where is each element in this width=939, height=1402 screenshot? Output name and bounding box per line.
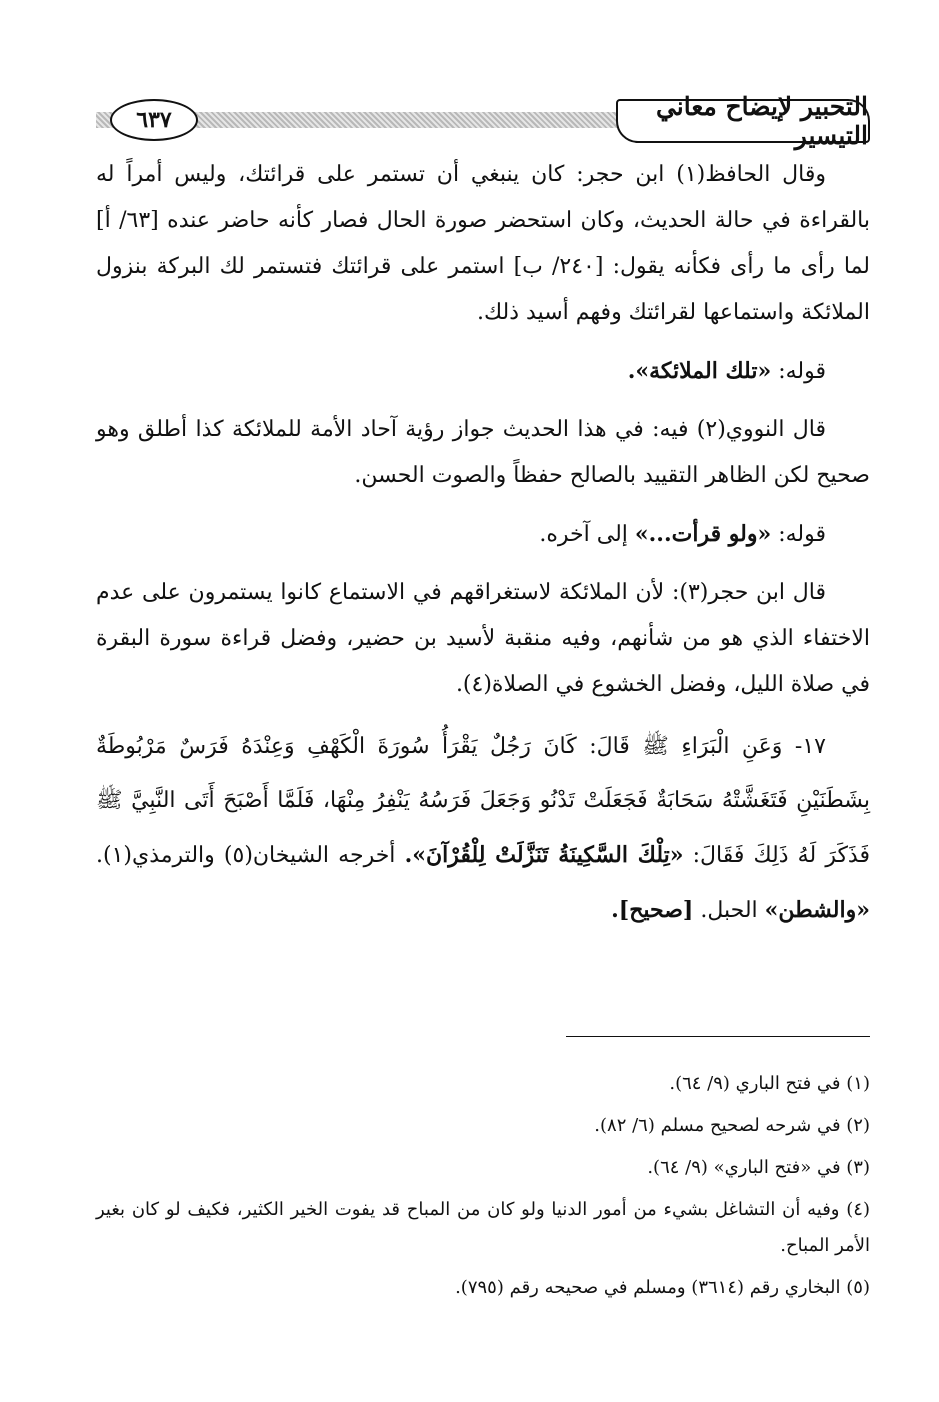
hadith-source: أخرجه الشيخان(٥) والترمذي(١). bbox=[96, 843, 405, 868]
footnote-3: (٣) في «فتح الباري» (٩/ ٦٤). bbox=[647, 1157, 870, 1178]
page-number: ٦٣٧ bbox=[110, 99, 198, 141]
paragraph-nawawi: قال النووي(٢) فيه: في هذا الحديث جواز رؤية آحاد الأمة للملائكة كذا أطلق وهو صحيح لكن الظاهر التقييد بالصالح حفظاً والصوت الحسن. bbox=[96, 417, 870, 488]
footnote-1: (١) في فتح الباري (٩/ ٦٤). bbox=[669, 1073, 870, 1094]
quote-suffix: إلى آخره. bbox=[539, 522, 635, 547]
quote-heading-2 bbox=[96, 511, 870, 558]
footnote-divider bbox=[566, 1036, 870, 1037]
quote-bold: «ولو قرأت...» bbox=[634, 521, 772, 547]
hadith-word: «والشطن» bbox=[764, 897, 870, 923]
running-header bbox=[96, 92, 870, 150]
quote-heading-1 bbox=[96, 348, 870, 395]
paragraph-ibn-hajar-2: قال ابن حجر(٣): لأن الملائكة لاستغراقهم في الاستماع كانوا يستمرون على عدم الاختفاء الذي هو من شأنهم، وفيه منقبة لأسيد بن حضير، وفضل قراءة سورة البقرة في صلاة الليل، وفضل الخشوع في الصلاة(٤). bbox=[96, 580, 870, 697]
hadith-definition: الحبل. bbox=[693, 898, 765, 923]
quote-prefix: قوله: bbox=[771, 522, 826, 547]
footnote-2: (٢) في شرحه لصحيح مسلم (٦/ ٨٢). bbox=[594, 1115, 870, 1136]
paragraph-ibn-hajar-1: وقال الحافظ(١) ابن حجر: كان ينبغي أن تستمر على قرائتك، وليس أمراً له بالقراءة في حالة الحديث، وكان استحضر صورة الحال فصار كأنه حاضر عنده [٦٣/ أ] لما رأى ما رأى فكأنه يقول: [٢٤٠/ ب] استمر على قرائتك فتستمر لك البركة بنزول الملائكة واستماعها لقرائتك وفهم أسيد ذلك. bbox=[96, 162, 870, 325]
hadith-quote: «تِلْكَ السَّكِينَةُ تَنَزَّلَتْ لِلْقُرْآنَ». bbox=[404, 842, 684, 868]
hadith-grade: [صحيح]. bbox=[611, 897, 694, 923]
main-text bbox=[96, 152, 870, 950]
footnote-5: (٥) البخاري رقم (٣٦١٤) ومسلم في صحيحه رقم (٧٩٥). bbox=[455, 1277, 870, 1298]
quote-prefix: قوله: bbox=[771, 359, 826, 384]
footnote-4: (٤) وفيه أن التشاغل بشيء من أمور الدنيا ولو كان من المباح قد يفوت الخير الكثير، فكيف لو كان بغير الأمر المباح. bbox=[96, 1199, 870, 1256]
hadith-17 bbox=[96, 720, 870, 938]
quote-bold: «تلك الملائكة». bbox=[627, 358, 772, 384]
book-title: التحبير لإيضاح معاني التيسير bbox=[616, 99, 870, 143]
hadith-text: ١٧- وَعَنِ الْبَرَاءِ ﷺ قَالَ: كَانَ رَجُلٌ يَقْرَأُ سُورَةَ الْكَهْفِ وَعِنْدَهُ فَرَسٌ مَرْبُوطَةٌ بِشَطَنَيْنِ فَتَغَشَّتْهُ سَحَابَةٌ فَجَعَلَتْ تَدْنُو وَجَعَلَ فَرَسُهُ يَنْفِرُ مِنْهَا، فَلَمَّا أَصْبَحَ أَتَى النَّبِيَّ ﷺ فَذَكَرَ لَهُ ذَلِكَ فَقَالَ: bbox=[96, 734, 870, 868]
footnotes bbox=[96, 1066, 870, 1312]
